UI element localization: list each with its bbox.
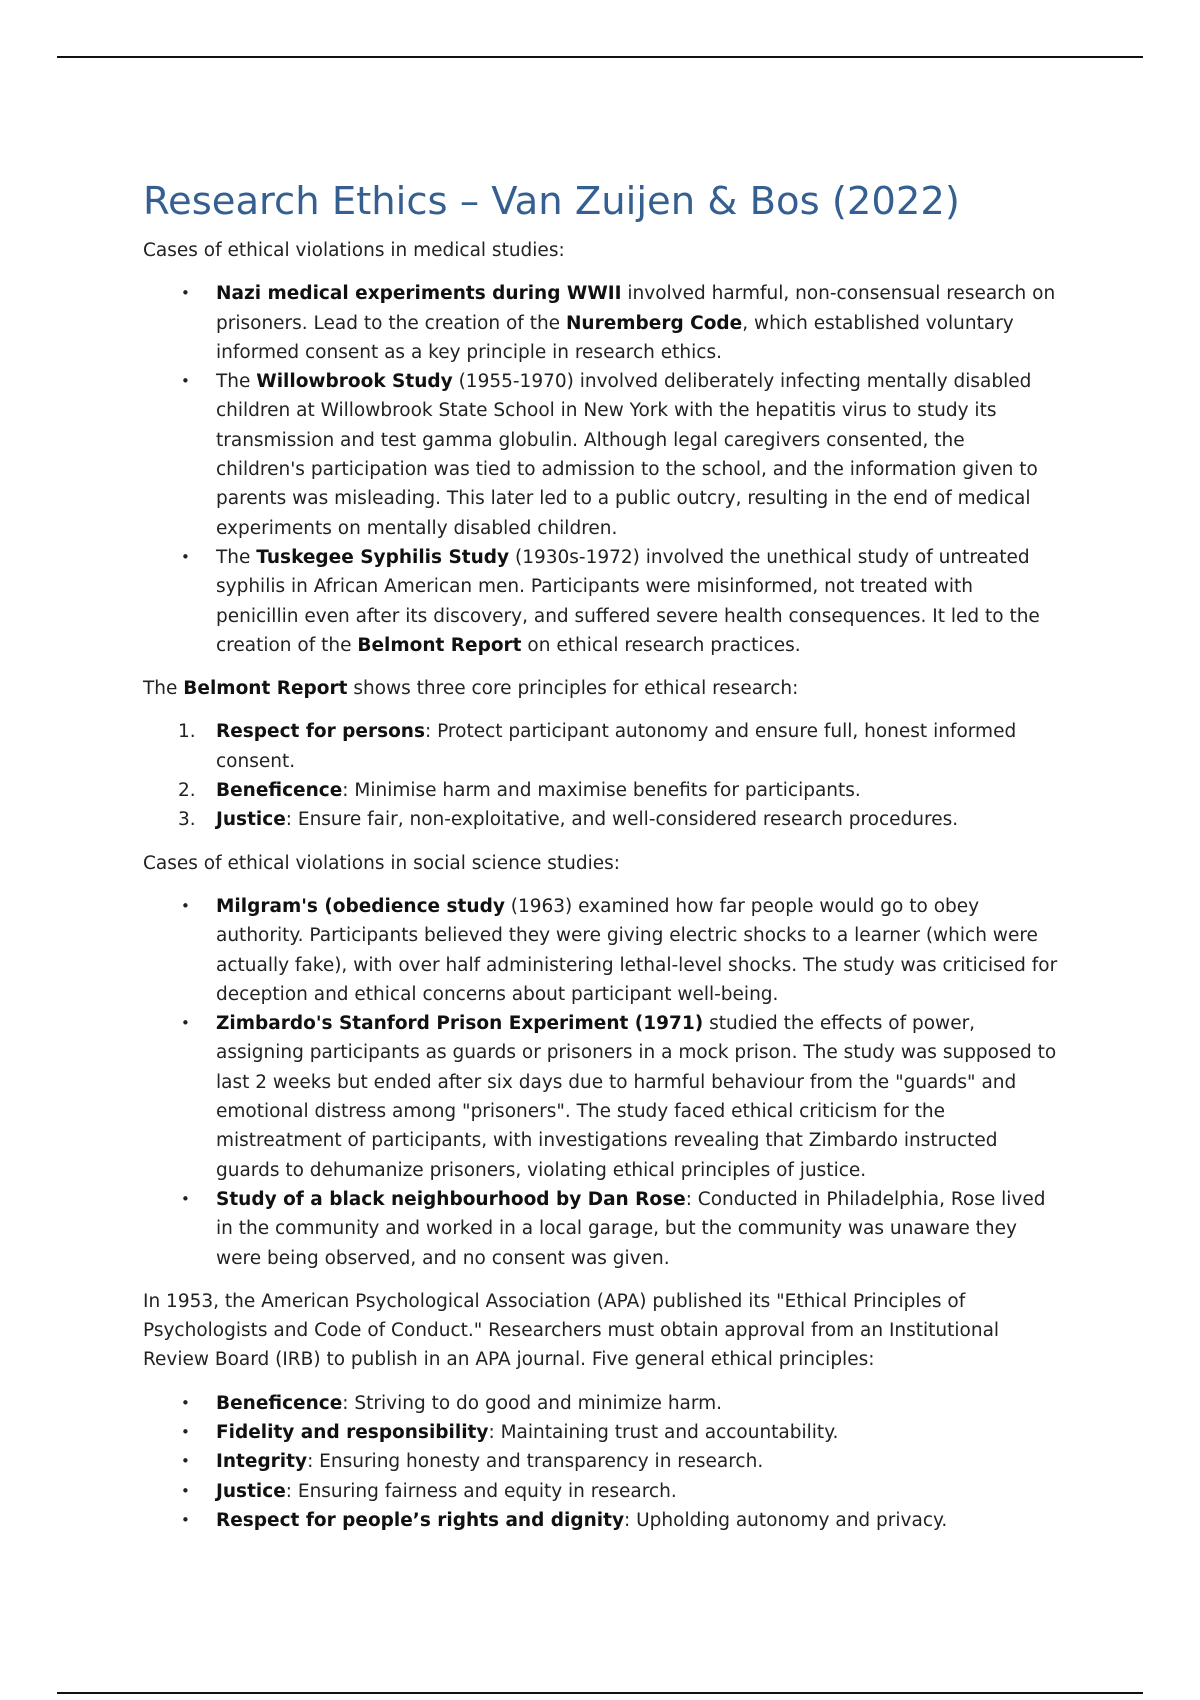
list-item bbox=[143, 892, 1058, 1009]
case-text: involved harmful, non-consensual research on prisoners. Lead to the creation of the bbox=[216, 283, 1056, 334]
page-title: Research Ethics – Van Zuijen & Bos (2022) bbox=[143, 179, 960, 224]
case-text: on ethical research practices. bbox=[521, 634, 801, 656]
bullet-icon: • bbox=[181, 372, 190, 391]
principle-text: : Protect participant autonomy and ensure full, honest informed consent. bbox=[216, 721, 1017, 772]
list-item bbox=[143, 1185, 1058, 1273]
principle-text: : Ensure fair, non-exploitative, and well-considered research procedures. bbox=[285, 809, 959, 831]
belmont-principles-list bbox=[143, 717, 1058, 834]
list-item bbox=[143, 1009, 1058, 1185]
top-rule bbox=[57, 56, 1143, 58]
bullet-icon: • bbox=[181, 1189, 190, 1208]
bullet-icon: • bbox=[181, 1014, 190, 1033]
list-item bbox=[143, 279, 1058, 367]
list-item bbox=[143, 1477, 1058, 1506]
bullet-icon: • bbox=[181, 547, 190, 566]
list-number: 1. bbox=[178, 721, 196, 743]
bullet-icon: • bbox=[181, 1452, 190, 1471]
belmont-intro-bold: Belmont Report bbox=[183, 678, 348, 700]
intro-medical: Cases of ethical violations in medical studies: bbox=[143, 240, 565, 261]
principle-text: : Ensuring fairness and equity in research. bbox=[285, 1480, 677, 1502]
list-number: 2. bbox=[178, 780, 196, 802]
case-text: , which established voluntary informed consent as a key principle in research ethics. bbox=[216, 312, 1014, 363]
principle-title: Integrity bbox=[216, 1451, 308, 1473]
list-item bbox=[143, 1389, 1058, 1418]
case-title: Nazi medical experiments during WWII bbox=[216, 283, 622, 305]
list-item bbox=[143, 776, 1058, 805]
case-title: Milgram's (obedience study bbox=[216, 895, 505, 917]
principle-text: : Striving to do good and minimize harm. bbox=[342, 1392, 723, 1414]
belmont-intro-prefix: The bbox=[143, 678, 184, 700]
principle-text: : Ensuring honesty and transparency in research. bbox=[307, 1451, 764, 1473]
case-emphasis: Belmont Report bbox=[357, 634, 522, 656]
case-text: (1930s-1972) involved the unethical study of untreated syphilis in African American men. Participants were misinformed, not treated with penicillin even after its discovery, and suffered severe health consequences. It led to the creation of the bbox=[216, 546, 1040, 656]
case-title: Tuskegee Syphilis Study bbox=[256, 546, 510, 568]
principle-title: Beneficence bbox=[216, 1392, 343, 1414]
case-prefix: The bbox=[216, 371, 257, 393]
case-text: (1963) examined how far people would go to obey authority. Participants believed they were giving electric shocks to a learner (which were actually fake), with over half administering lethal-level shocks. The study was criticised for deception and ethical concerns about participant well-being. bbox=[216, 895, 1058, 1005]
apa-principles-list bbox=[143, 1389, 1058, 1535]
case-text: studied the effects of power, assigning participants as guards or prisoners in a mock prison. The study was supposed to last 2 weeks but ended after six days due to harmful behaviour from the "guards" and emotional distress among "prisoners". The study faced ethical criticism for the mistreatment of participants, with investigations revealing that Zimbardo instructed guards to dehumanize prisoners, violating ethical principles of justice. bbox=[216, 1013, 1057, 1181]
list-item bbox=[143, 805, 1058, 834]
list-item bbox=[143, 1506, 1058, 1535]
list-item bbox=[143, 1447, 1058, 1476]
principle-text: : Minimise harm and maximise benefits for participants. bbox=[342, 780, 861, 802]
belmont-intro bbox=[143, 674, 1058, 703]
bullet-icon: • bbox=[181, 896, 190, 915]
bottom-rule bbox=[57, 1692, 1143, 1694]
bullet-icon: • bbox=[181, 284, 190, 303]
document-body bbox=[143, 178, 1058, 1549]
principle-title: Justice bbox=[216, 809, 286, 831]
belmont-intro-text: shows three core principles for ethical research: bbox=[347, 678, 799, 700]
case-text: (1955-1970) involved deliberately infecting mentally disabled children at Willowbrook State School in New York with the hepatitis virus to study its transmission and test gamma globulin. Although legal caregivers consented, the children's participation was tied to admission to the school, and the information given to parents was misleading. This later led to a public outcry, resulting in the end of medical experiments on mentally disabled children. bbox=[216, 371, 1038, 539]
case-text: : Conducted in Philadelphia, Rose lived in the community and worked in a local garage, but the community was unaware they were being observed, and no consent was given. bbox=[216, 1188, 1046, 1269]
list-item bbox=[143, 717, 1058, 776]
list-item bbox=[143, 367, 1058, 543]
principle-title: Beneficence bbox=[216, 780, 343, 802]
principle-text: : Maintaining trust and accountability. bbox=[488, 1421, 839, 1443]
list-item bbox=[143, 543, 1058, 660]
social-cases-list bbox=[143, 892, 1058, 1273]
case-emphasis: Nuremberg Code bbox=[565, 312, 743, 334]
case-title: Willowbrook Study bbox=[256, 371, 453, 393]
bullet-icon: • bbox=[181, 1481, 190, 1500]
list-number: 3. bbox=[178, 809, 196, 831]
case-title: Study of a black neighbourhood by Dan Rose bbox=[216, 1188, 686, 1210]
list-item bbox=[143, 1418, 1058, 1447]
case-title: Zimbardo's Stanford Prison Experiment (1971) bbox=[216, 1013, 704, 1035]
apa-paragraph: In 1953, the American Psychological Association (APA) published its "Ethical Principles of Psychologists and Code of Conduct." Researchers must obtain approval from an Institutional Review Board (IRB) to publish in an APA journal. Five general ethical principles: bbox=[143, 1290, 1000, 1371]
principle-title: Fidelity and responsibility bbox=[216, 1421, 489, 1443]
medical-cases-list bbox=[143, 279, 1058, 660]
bullet-icon: • bbox=[181, 1510, 190, 1529]
intro-social: Cases of ethical violations in social science studies: bbox=[143, 852, 620, 874]
principle-title: Respect for persons bbox=[216, 721, 425, 743]
principle-title: Respect for people’s rights and dignity bbox=[216, 1509, 625, 1531]
principle-text: : Upholding autonomy and privacy. bbox=[624, 1509, 948, 1531]
case-prefix: The bbox=[216, 546, 257, 568]
principle-title: Justice bbox=[216, 1480, 286, 1502]
bullet-icon: • bbox=[181, 1393, 190, 1412]
bullet-icon: • bbox=[181, 1422, 190, 1441]
